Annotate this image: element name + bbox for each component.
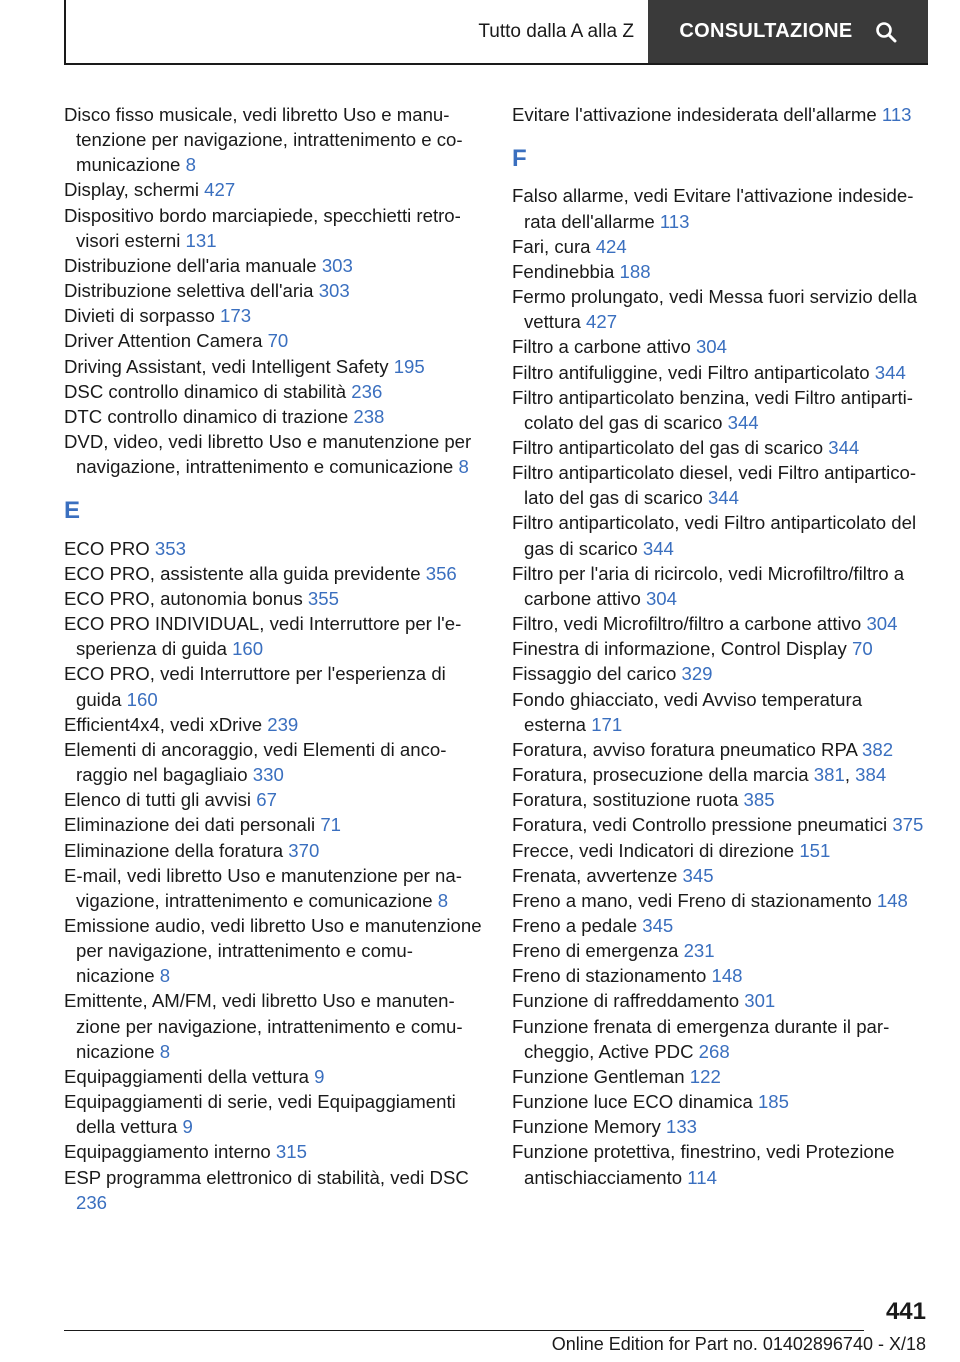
page-ref-link[interactable]: 8 xyxy=(159,965,171,987)
index-entry-text: DSC controllo dinamico di stabilità xyxy=(64,380,352,402)
page-ref-link[interactable]: 344 xyxy=(642,537,674,559)
index-entry-text: ECO PRO, autonomia bonus xyxy=(64,587,308,609)
index-entry-text: Filtro antifuliggine, vedi Filtro antiparticolato xyxy=(512,361,875,383)
page-ref-link[interactable]: 304 xyxy=(866,613,898,635)
index-entry xyxy=(512,988,928,1013)
page-ref-link[interactable]: 238 xyxy=(353,405,385,427)
index-entry xyxy=(512,1089,928,1114)
index-entry-text: Freno di stazionamento xyxy=(512,965,712,987)
index-entry xyxy=(64,913,484,988)
page-ref-link[interactable]: 301 xyxy=(744,990,776,1012)
index-entry xyxy=(512,611,928,636)
page-ref-link[interactable]: 8 xyxy=(159,1040,171,1062)
page-ref-link[interactable]: 160 xyxy=(126,688,158,710)
page-ref-link[interactable]: 330 xyxy=(252,764,284,786)
index-entry-text: Evitare l'attivazione indesiderata dell'allarme xyxy=(512,104,882,125)
index-entry-text: Fondo ghiacciato, vedi Avviso temperatura esterna xyxy=(512,688,863,735)
index-entry-text: ESP programma elettronico di stabilità, vedi DSC xyxy=(64,1166,469,1188)
page-ref-link[interactable]: 71 xyxy=(320,814,342,836)
index-entry xyxy=(64,812,484,837)
index-entry-text: Equipaggiamenti della vettura xyxy=(64,1065,315,1087)
page-ref-link[interactable]: 185 xyxy=(757,1091,789,1113)
page-ref-link[interactable]: 344 xyxy=(828,437,860,459)
section-letter: E xyxy=(64,497,81,525)
page-ref-link[interactable]: 345 xyxy=(642,914,674,936)
index-entry xyxy=(512,1114,928,1139)
index-entry xyxy=(512,234,928,259)
index-entry xyxy=(64,536,484,561)
page-ref-link[interactable]: 8 xyxy=(185,154,196,176)
index-entry xyxy=(512,913,928,938)
index-entry: Foratura, prosecuzione della marcia 381, 384 xyxy=(512,764,887,786)
index-entry xyxy=(64,611,484,661)
index-entry xyxy=(64,429,484,479)
index-entry xyxy=(512,636,928,661)
index-entry xyxy=(64,354,484,379)
index-entry-text: ECO PRO INDIVIDUAL, vedi Interruttore per l'esperienza di guida xyxy=(64,613,462,660)
page-ref-link[interactable]: 70 xyxy=(267,330,289,352)
index-entry-text: Funzione protettiva, finestrino, vedi Protezione antischiacciamento xyxy=(512,1141,895,1188)
index-entry-text: Driver Attention Camera xyxy=(64,330,268,352)
index-column-left xyxy=(64,102,484,1215)
index-entry xyxy=(512,687,928,737)
index-entry-text: Emittente, AM/FM, vedi libretto Uso e manutenzione per navigazione, intrattenimento e comunicazione xyxy=(64,990,463,1062)
page-ref-link[interactable]: 67 xyxy=(256,789,277,811)
index-entry-text: Divieti di sorpasso xyxy=(64,305,221,327)
index-entry-text: Fissaggio del carico xyxy=(512,663,682,685)
index-entry xyxy=(512,385,928,435)
page-ref-link[interactable]: 195 xyxy=(393,355,425,377)
index-entry-text: Emissione audio, vedi libretto Uso e manutenzione per navigazione, intrattenimento e comunicazione xyxy=(64,914,482,987)
page-ref-link[interactable]: 427 xyxy=(586,311,618,333)
section-letter: F xyxy=(512,145,527,173)
index-entry-text: Display, schermi xyxy=(64,179,205,201)
page-ref-link[interactable]: 381 xyxy=(813,764,845,786)
index-entry-text: Equipaggiamento interno xyxy=(64,1141,276,1163)
page-ref-link[interactable]: 122 xyxy=(689,1065,721,1087)
index-entry-text: Filtro, vedi Microfiltro/filtro a carbone attivo xyxy=(512,613,867,635)
index-entry xyxy=(512,1064,928,1089)
header-rule xyxy=(64,63,928,65)
page-ref-link[interactable]: 384 xyxy=(855,764,887,786)
index-entry xyxy=(512,510,928,560)
page-ref-link[interactable]: 151 xyxy=(799,839,831,861)
page-ref-link[interactable]: 131 xyxy=(185,229,217,251)
index-entry xyxy=(512,435,928,460)
index-entry xyxy=(512,963,928,988)
index-entry xyxy=(512,460,928,510)
index-entry-text: ECO PRO, assistente alla guida previdente xyxy=(64,562,426,584)
index-entry-text: Foratura, vedi Controllo pressione pneumatici xyxy=(512,814,893,836)
index-entry-text: Funzione Gentleman xyxy=(512,1065,690,1087)
index-column-right xyxy=(512,102,928,1190)
edition-footer: Online Edition for Part no. 01402896740 - X/18 xyxy=(551,1334,926,1354)
index-entry-text: Funzione Memory xyxy=(512,1116,666,1138)
index-entry xyxy=(64,1064,484,1089)
index-entry xyxy=(512,183,928,233)
index-entry xyxy=(64,278,484,303)
page-ref-link[interactable]: 160 xyxy=(232,638,264,660)
index-entry-text: Freno a pedale xyxy=(512,914,643,936)
index-entry-text: Disco fisso musicale, vedi libretto Uso e manutenzione per navigazione, intrattenimento e comunicazione xyxy=(64,104,463,176)
index-entry xyxy=(64,661,484,711)
index-entry-text: Distribuzione selettiva dell'aria xyxy=(64,280,319,302)
page-ref-link[interactable]: 70 xyxy=(852,638,873,660)
index-entry xyxy=(512,360,928,385)
page-ref-link[interactable]: 133 xyxy=(665,1116,698,1138)
page-ref-link[interactable]: 236 xyxy=(76,1191,108,1213)
page-ref-link[interactable]: 188 xyxy=(619,260,651,282)
page-ref-link[interactable]: 344 xyxy=(874,361,906,383)
page-ref-link[interactable]: 370 xyxy=(288,839,320,861)
index-entry xyxy=(64,1165,484,1215)
index-entry xyxy=(512,102,928,127)
index-entry-text: Filtro antiparticolato del gas di scarico xyxy=(512,437,829,459)
index-entry-text: Distribuzione dell'aria manuale xyxy=(64,254,322,276)
index-entry-text: Fermo prolungato, vedi Messa fuori servizio della vettura xyxy=(512,286,918,333)
index-entry-text: Filtro antiparticolato benzina, vedi Filtro antiparticolato del gas di scarico xyxy=(512,386,913,433)
index-entry-text: Frenata, avvertenze xyxy=(512,864,683,886)
index-entry xyxy=(64,102,484,177)
index-entry xyxy=(64,253,484,278)
index-entry xyxy=(64,787,484,812)
page-ref-link[interactable]: 171 xyxy=(591,713,623,735)
index-entry xyxy=(64,863,484,913)
index-entry xyxy=(512,561,928,611)
index-entry xyxy=(64,203,484,253)
index-entry xyxy=(512,737,928,762)
section-title: Tutto dalla A alla Z xyxy=(478,20,634,42)
index-entry-text: ECO PRO xyxy=(64,537,155,559)
page-ref-link[interactable]: 9 xyxy=(314,1065,325,1087)
page-ref-link[interactable]: 385 xyxy=(743,789,775,811)
index-entry xyxy=(512,334,928,359)
index-entry xyxy=(64,737,484,787)
index-entry xyxy=(512,259,928,284)
index-entry xyxy=(512,888,928,913)
index-entry-text: Fari, cura xyxy=(512,235,596,257)
page-ref-link[interactable]: 304 xyxy=(695,336,727,358)
page-ref-link[interactable]: 268 xyxy=(698,1040,730,1062)
index-entry xyxy=(512,661,928,686)
page-ref-link[interactable]: 315 xyxy=(275,1141,307,1163)
index-entry xyxy=(64,712,484,737)
page-ref-link[interactable]: 427 xyxy=(204,179,236,201)
index-entry-text: Funzione luce ECO dinamica xyxy=(512,1091,758,1113)
page-ref-link[interactable]: 8 xyxy=(458,456,469,478)
page-ref-link[interactable]: 231 xyxy=(683,940,715,962)
index-entry-text: DVD, video, vedi libretto Uso e manutenzione per navigazione, intrattenimento e comunicazione xyxy=(64,431,472,478)
consultazione-label: CONSULTAZIONE xyxy=(679,20,853,42)
index-entry xyxy=(64,404,484,429)
page-ref-link[interactable]: 355 xyxy=(307,587,339,609)
index-entry xyxy=(512,1014,928,1064)
index-entry-text: Funzione frenata di emergenza durante il parcheggio, Active PDC xyxy=(512,1015,890,1062)
index-entry xyxy=(64,1139,484,1164)
index-entry xyxy=(512,787,928,812)
index-entry-text: Dispositivo bordo marciapiede, specchietti retrovisori esterni xyxy=(64,204,461,251)
page-ref-link[interactable]: 344 xyxy=(707,487,739,509)
index-entry-text: Elementi di ancoraggio, vedi Elementi di ancoraggio nel bagagliaio xyxy=(64,738,447,786)
index-entry xyxy=(512,838,928,863)
index-entry-text: Eliminazione della foratura xyxy=(64,839,289,861)
index-entry-text: Foratura, prosecuzione della marcia xyxy=(512,764,814,786)
index-entry xyxy=(64,379,484,404)
page-ref-link[interactable]: 114 xyxy=(687,1166,717,1188)
index-entry-text: Eliminazione dei dati personali xyxy=(64,814,321,836)
index-entry xyxy=(512,863,928,888)
index-entry-text: Filtro antiparticolato, vedi Filtro antiparticolato del gas di scarico xyxy=(512,512,917,559)
index-entry-text: Equipaggiamenti di serie, vedi Equipaggiamenti della vettura xyxy=(64,1091,456,1138)
index-entry-text: E-mail, vedi libretto Uso e manutenzione per navigazione, intrattenimento e comunicazione xyxy=(64,864,462,911)
footer-rule xyxy=(64,1330,864,1331)
index-entry-text: Freno a mano, vedi Freno di stazionamento xyxy=(512,889,877,911)
index-entry xyxy=(512,284,928,334)
consultazione-tab[interactable] xyxy=(648,0,928,63)
page-ref-link[interactable]: 424 xyxy=(595,235,627,257)
page-number: 441 xyxy=(885,1298,926,1325)
page-ref-link[interactable]: 239 xyxy=(267,713,299,735)
index-entry-text: Efficient4x4, vedi xDrive xyxy=(64,713,268,735)
index-entry-text: Driving Assistant, vedi Intelligent Safety xyxy=(64,355,394,377)
index-entry-text: Freno di emergenza xyxy=(512,940,684,962)
page-ref-link[interactable]: 8 xyxy=(437,889,449,911)
index-entry xyxy=(64,1089,484,1139)
index-entry xyxy=(512,938,928,963)
search-icon xyxy=(875,21,897,43)
index-entry-text: Filtro per l'aria di ricircolo, vedi Microfiltro/filtro a carbone attivo xyxy=(512,562,905,609)
index-entry-text: DTC controllo dinamico di trazione xyxy=(64,405,354,427)
page-ref-link[interactable]: 173 xyxy=(220,305,252,327)
index-entry-text: Funzione di raffreddamento xyxy=(512,990,745,1012)
index-entry xyxy=(64,988,484,1063)
index-entry-text: ECO PRO, vedi Interruttore per l'esperienza di guida xyxy=(64,663,446,710)
page-ref-link[interactable]: 236 xyxy=(351,380,383,402)
page-ref-link[interactable]: 9 xyxy=(182,1116,193,1138)
page-ref-link[interactable]: 375 xyxy=(892,814,924,836)
index-entry xyxy=(64,561,484,586)
page-ref-link[interactable]: 382 xyxy=(862,738,894,760)
index-entry-text: Filtro antiparticolato diesel, vedi Filtro antiparticolato del gas di scarico xyxy=(512,462,917,509)
index-entry-text: Fendinebbia xyxy=(512,260,620,282)
index-entry xyxy=(64,838,484,863)
index-entry xyxy=(64,328,484,353)
index-entry-text: Foratura, avviso foratura pneumatico RPA xyxy=(512,738,863,760)
index-entry-text: Filtro a carbone attivo xyxy=(512,336,696,358)
page-ref-link[interactable]: 344 xyxy=(727,411,759,433)
index-entry xyxy=(64,303,484,328)
page-ref-link[interactable]: 329 xyxy=(681,663,713,685)
page-ref-link[interactable]: 356 xyxy=(425,562,457,584)
index-entry-text: Falso allarme, vedi Evitare l'attivazione indesiderata dell'allarme xyxy=(512,185,914,232)
index-entry-text: Foratura, sostituzione ruota xyxy=(512,789,744,811)
index-entry xyxy=(512,1139,928,1189)
page-ref-link[interactable]: 148 xyxy=(711,965,743,987)
page-ref-link[interactable]: 148 xyxy=(876,889,908,911)
index-entry-text: Finestra di informazione, Control Display xyxy=(512,638,852,660)
index-entry xyxy=(512,812,928,837)
page-ref-link[interactable]: 303 xyxy=(318,280,350,302)
page-ref-link[interactable]: 345 xyxy=(682,864,714,886)
index-entry xyxy=(64,177,484,202)
page-ref-link[interactable]: 303 xyxy=(321,254,353,276)
index-entry-text: Elenco di tutti gli avvisi xyxy=(64,789,257,811)
page-ref-link[interactable]: 353 xyxy=(154,537,186,559)
page-ref-link[interactable]: 113 xyxy=(659,210,690,232)
index-entry-text: Frecce, vedi Indicatori di direzione xyxy=(512,839,800,861)
index-entry xyxy=(64,586,484,611)
page-ref-link[interactable]: 113 xyxy=(881,104,912,125)
page-ref-link[interactable]: 304 xyxy=(645,587,677,609)
